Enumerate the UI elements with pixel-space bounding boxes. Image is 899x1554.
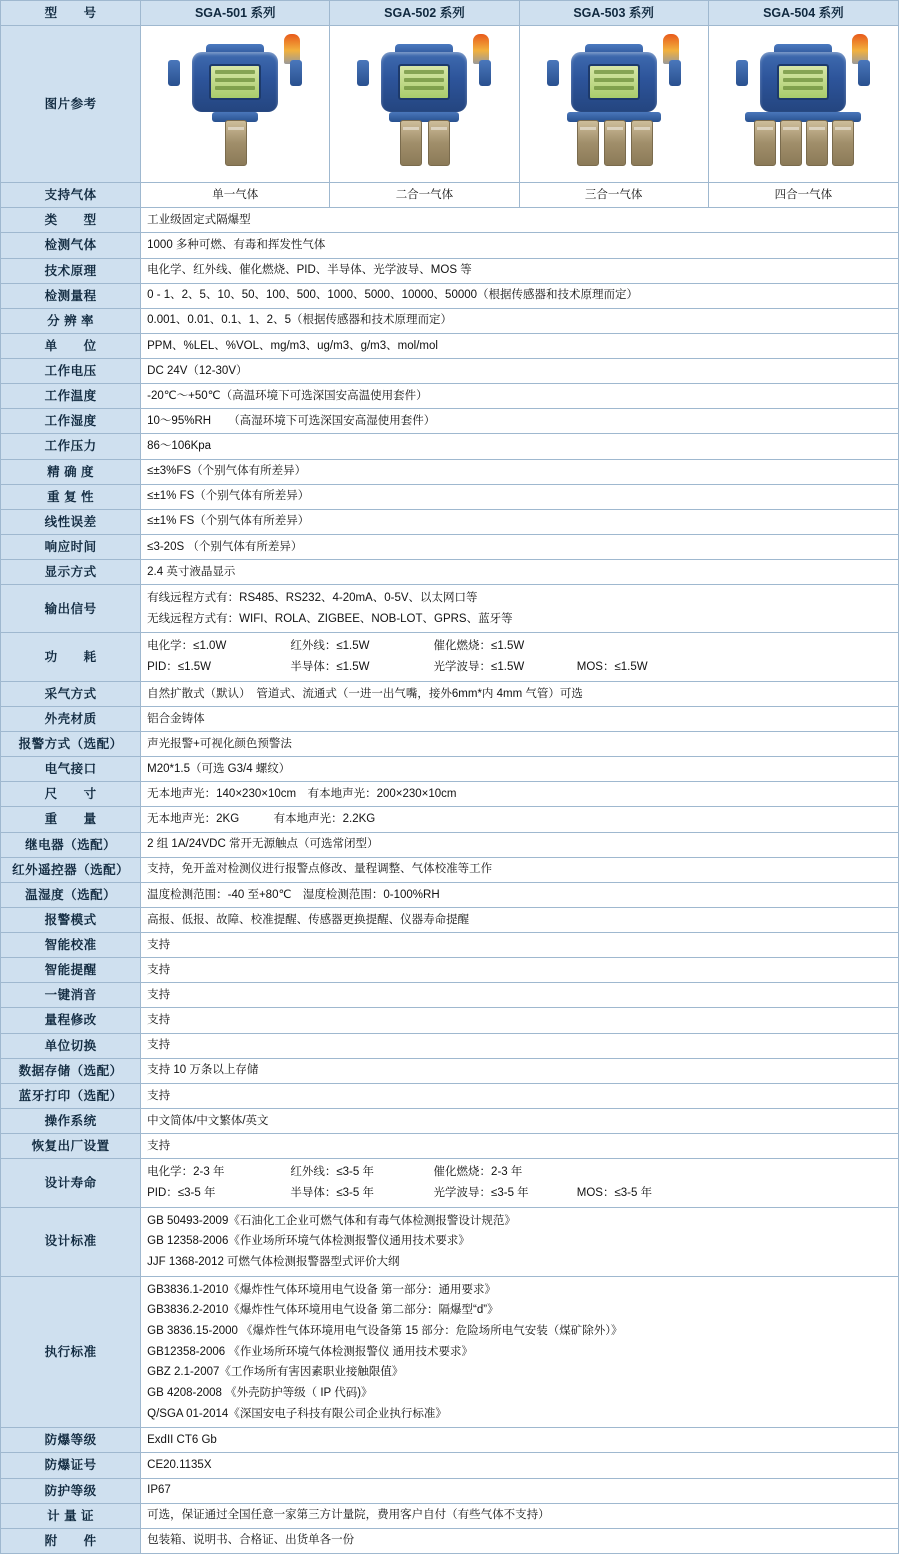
row-label-shell-material: 外壳材质 [1, 706, 141, 731]
table-row-voltage [1, 359, 899, 384]
row-label-temperature: 工作温度 [1, 384, 141, 409]
table-row-pressure [1, 434, 899, 459]
sensor-probe-icon [428, 120, 450, 166]
row-value-alarm-method: 声光报警+可视化颜色预警法 [141, 732, 899, 757]
sensor-probe-icon [604, 120, 626, 166]
sensor-probe-icon [225, 120, 247, 166]
row-value-unit-switch: 支持 [141, 1033, 899, 1058]
display-screen-icon [209, 64, 261, 100]
row-value-voltage: DC 24V（12-30V） [141, 359, 899, 384]
power-name-3: PID： [147, 661, 178, 674]
table-row-bluetooth-print [1, 1083, 899, 1108]
row-label-power: 功 耗 [1, 633, 141, 681]
row-value-data-storage: 支持 10 万条以上存储 [141, 1058, 899, 1083]
sensor-probe-icon [806, 120, 828, 166]
row-value-repeatability: ≤±1% FS（个别气体有所差异） [141, 484, 899, 509]
power-value-5: ≤1.5W [491, 661, 525, 674]
product-image-2 [330, 26, 519, 183]
display-screen-icon [398, 64, 450, 100]
execution-standard-line-6: Q/SGA 01-2014《深国安电子科技有限公司企业执行标准》 [147, 1407, 447, 1420]
row-label-range: 检测量程 [1, 283, 141, 308]
power-value-6: ≤1.5W [614, 661, 648, 674]
model-header-2: SGA-502 系列 [330, 1, 519, 26]
sensor-probe-icon [400, 120, 422, 166]
row-label-type: 类 型 [1, 208, 141, 233]
row-value-accessories: 包装箱、说明书、合格证、出货单各一份 [141, 1528, 899, 1553]
row-label-range-modify: 量程修改 [1, 1008, 141, 1033]
lifetime-value-2: 2-3 年 [491, 1166, 523, 1179]
table-row-type [1, 208, 899, 233]
supported-gas-3: 三合一气体 [519, 183, 708, 208]
device-illustration-1 [160, 30, 310, 178]
table-row-ir-remote [1, 857, 899, 882]
lifetime-name-2: 催化燃烧： [433, 1166, 492, 1179]
lifetime-value-6: ≤3-5 年 [614, 1186, 653, 1199]
row-label-smart-reminder: 智能提醒 [1, 958, 141, 983]
table-row-picture [1, 26, 899, 183]
table-row-power [1, 633, 899, 681]
row-value-humidity: 10～95%RH （高湿环境下可选深国安高湿使用套件） [141, 409, 899, 434]
row-label-metrology-certificate: 计 量 证 [1, 1503, 141, 1528]
row-label-bluetooth-print: 蓝牙打印（选配） [1, 1083, 141, 1108]
row-value-output-signal [141, 585, 899, 633]
row-value-type: 工业级固定式隔爆型 [141, 208, 899, 233]
execution-standard-line-5: GB 4208-2008 《外壳防护等级（ IP 代码)》 [147, 1386, 373, 1399]
table-row-os [1, 1108, 899, 1133]
supported-gas-4: 四合一气体 [708, 183, 898, 208]
lifetime-name-4: 半导体： [290, 1186, 337, 1199]
display-screen-icon [588, 64, 640, 100]
row-value-sampling: 自然扩散式（默认） 管道式、流通式（一进一出气嘴，接外6mm*内 4mm 气管）可选 [141, 681, 899, 706]
power-name-0: 电化学： [147, 640, 194, 653]
supported-gas-2: 二合一气体 [330, 183, 519, 208]
row-label-accessories: 附 件 [1, 1528, 141, 1553]
row-value-bluetooth-print: 支持 [141, 1083, 899, 1108]
table-row-accuracy [1, 459, 899, 484]
table-row-repeatability [1, 484, 899, 509]
table-row-data-storage [1, 1058, 899, 1083]
row-label-alarm-method: 报警方式（选配） [1, 732, 141, 757]
lifetime-name-3: PID： [147, 1186, 178, 1199]
row-value-linear-error: ≤±1% FS（个别气体有所差异） [141, 509, 899, 534]
table-row-electrical-interface [1, 757, 899, 782]
row-label-alarm-mode: 报警模式 [1, 907, 141, 932]
design-standard-line-2: JJF 1368-2012 可燃气体检测报警器型式评价大纲 [147, 1255, 400, 1268]
row-value-range-modify: 支持 [141, 1008, 899, 1033]
row-label-smart-calibration: 智能校准 [1, 933, 141, 958]
row-label-picture: 图片参考 [1, 26, 141, 183]
table-row-design-standard [1, 1207, 899, 1276]
lifetime-value-5: ≤3-5 年 [491, 1186, 529, 1199]
row-value-principle: 电化学、红外线、催化燃烧、PID、半导体、光学波导、MOS 等 [141, 258, 899, 283]
model-header-1: SGA-501 系列 [141, 1, 330, 26]
row-label-detect-gas: 检测气体 [1, 233, 141, 258]
table-row-resolution [1, 308, 899, 333]
power-name-1: 红外线： [290, 640, 337, 653]
lifetime-name-5: 光学波导： [433, 1186, 492, 1199]
execution-standard-line-3: GB12358-2006 《作业场所环境气体检测报警仪 通用技术要求》 [147, 1345, 474, 1358]
execution-standard-line-1: GB3836.2-2010《爆炸性气体环境用电气设备 第二部分：隔爆型“d”》 [147, 1304, 499, 1317]
table-row-execution-standard [1, 1276, 899, 1428]
table-row-output-signal [1, 585, 899, 633]
row-value-shell-material: 铝合金铸体 [141, 706, 899, 731]
row-value-unit: PPM、%LEL、%VOL、mg/m3、ug/m3、g/m3、mol/mol [141, 333, 899, 358]
row-value-smart-calibration: 支持 [141, 933, 899, 958]
lifetime-value-4: ≤3-5 年 [336, 1186, 374, 1199]
power-value-1: ≤1.5W [336, 640, 370, 653]
row-label-temp-humidity-option: 温湿度（选配） [1, 882, 141, 907]
lifetime-value-0: 2-3 年 [193, 1166, 225, 1179]
sensor-probe-icon [832, 120, 854, 166]
table-row-smart-calibration [1, 933, 899, 958]
execution-standard-line-0: GB3836.1-2010《爆炸性气体环境用电气设备 第一部分：通用要求》 [147, 1283, 497, 1296]
execution-standard-line-2: GB 3836.15-2000 《爆炸性气体环境用电气设备第 15 部分：危险场所电气安装（煤矿除外）》 [147, 1324, 623, 1337]
table-row-smart-reminder [1, 958, 899, 983]
table-row-ex-certificate [1, 1453, 899, 1478]
row-label-design-standard: 设计标准 [1, 1207, 141, 1276]
table-row-display [1, 560, 899, 585]
row-label-one-key-mute: 一键消音 [1, 983, 141, 1008]
table-row-size [1, 782, 899, 807]
row-label-ir-remote: 红外遥控器（选配） [1, 857, 141, 882]
sensor-probe-icon [780, 120, 802, 166]
row-label-principle: 技术原理 [1, 258, 141, 283]
row-value-accuracy: ≤±3%FS（个别气体有所差异） [141, 459, 899, 484]
row-value-display: 2.4 英寸液晶显示 [141, 560, 899, 585]
row-label-model: 型 号 [1, 1, 141, 26]
supported-gas-1: 单一气体 [141, 183, 330, 208]
table-row-principle [1, 258, 899, 283]
row-value-temp-humidity-option: 温度检测范围：-40 至+80℃ 湿度检测范围：0-100%RH [141, 882, 899, 907]
row-label-repeatability: 重 复 性 [1, 484, 141, 509]
row-value-alarm-mode: 高报、低报、故障、校准提醒、传感器更换提醒、仪器寿命提醒 [141, 907, 899, 932]
display-screen-icon [777, 64, 829, 100]
table-row-linear-error [1, 509, 899, 534]
row-value-ip-level: IP67 [141, 1478, 899, 1503]
row-label-relay: 继电器（选配） [1, 832, 141, 857]
row-value-temperature: -20℃～+50℃（高温环境下可选深国安高温使用套件） [141, 384, 899, 409]
table-row-unit [1, 333, 899, 358]
row-label-output-signal: 输出信号 [1, 585, 141, 633]
power-name-5: 光学波导： [433, 661, 492, 674]
row-label-ip-level: 防护等级 [1, 1478, 141, 1503]
product-image-3 [519, 26, 708, 183]
lifetime-name-6: MOS： [576, 1186, 615, 1199]
row-label-unit-switch: 单位切换 [1, 1033, 141, 1058]
table-row-ip-level [1, 1478, 899, 1503]
sensor-probe-icon [631, 120, 653, 166]
power-name-2: 催化燃烧： [433, 640, 492, 653]
row-label-voltage: 工作电压 [1, 359, 141, 384]
row-label-weight: 重 量 [1, 807, 141, 832]
row-value-factory-reset: 支持 [141, 1134, 899, 1159]
row-value-range: 0 - 1、2、5、10、50、100、500、1000、5000、10000、50000（根据传感器和技术原理而定） [141, 283, 899, 308]
row-value-ex-certificate: CE20.1135X [141, 1453, 899, 1478]
row-value-size: 无本地声光：140×230×10cm 有本地声光：200×230×10cm [141, 782, 899, 807]
row-label-accuracy: 精 确 度 [1, 459, 141, 484]
table-row-ex-level [1, 1428, 899, 1453]
table-row-temperature [1, 384, 899, 409]
row-value-electrical-interface: M20*1.5（可选 G3/4 螺纹） [141, 757, 899, 782]
table-row-model [1, 1, 899, 26]
product-image-4 [708, 26, 898, 183]
lifetime-name-0: 电化学： [147, 1166, 194, 1179]
table-row-humidity [1, 409, 899, 434]
row-label-linear-error: 线性误差 [1, 509, 141, 534]
product-image-1 [141, 26, 330, 183]
row-label-electrical-interface: 电气接口 [1, 757, 141, 782]
row-label-os: 操作系统 [1, 1108, 141, 1133]
design-standard-line-1: GB 12358-2006《作业场所环境气体检测报警仪通用技术要求》 [147, 1235, 470, 1248]
table-row-factory-reset [1, 1134, 899, 1159]
power-value-0: ≤1.0W [193, 640, 227, 653]
row-value-lifetime [141, 1159, 899, 1207]
row-value-ir-remote: 支持，免开盖对检测仪进行报警点修改、量程调整、气体校准等工作 [141, 857, 899, 882]
row-value-resolution: 0.001、0.01、0.1、1、2、5（根据传感器和技术原理而定） [141, 308, 899, 333]
output-signal-wired: 有线远程方式有：RS485、RS232、4-20mA、0-5V、以太网口等 [147, 592, 478, 605]
table-row-lifetime [1, 1159, 899, 1207]
power-value-2: ≤1.5W [491, 640, 525, 653]
row-label-ex-certificate: 防爆证号 [1, 1453, 141, 1478]
row-value-pressure: 86～106Kpa [141, 434, 899, 459]
row-label-lifetime: 设计寿命 [1, 1159, 141, 1207]
device-illustration-2 [349, 30, 499, 178]
table-row-relay [1, 832, 899, 857]
table-row-detect-gas [1, 233, 899, 258]
row-label-execution-standard: 执行标准 [1, 1276, 141, 1428]
row-value-one-key-mute: 支持 [141, 983, 899, 1008]
output-signal-wireless: 无线远程方式有：WIFI、ROLA、ZIGBEE、NOB-LOT、GPRS、蓝牙等 [147, 612, 513, 625]
table-row-unit-switch [1, 1033, 899, 1058]
row-value-relay: 2 组 1A/24VDC 常开无源触点（可选常闭型） [141, 832, 899, 857]
row-label-ex-level: 防爆等级 [1, 1428, 141, 1453]
row-label-size: 尺 寸 [1, 782, 141, 807]
table-row-range [1, 283, 899, 308]
power-value-4: ≤1.5W [336, 661, 370, 674]
row-value-response-time: ≤3-20S （个别气体有所差异） [141, 534, 899, 559]
row-label-resolution: 分 辨 率 [1, 308, 141, 333]
table-row-alarm-method [1, 732, 899, 757]
row-value-os: 中文简体/中文繁体/英文 [141, 1108, 899, 1133]
row-label-data-storage: 数据存储（选配） [1, 1058, 141, 1083]
table-row-sampling [1, 681, 899, 706]
lifetime-name-1: 红外线： [290, 1166, 337, 1179]
power-value-3: ≤1.5W [177, 661, 211, 674]
power-name-6: MOS： [576, 661, 615, 674]
row-label-unit: 单 位 [1, 333, 141, 358]
row-value-ex-level: ExdII CT6 Gb [141, 1428, 899, 1453]
row-label-humidity: 工作湿度 [1, 409, 141, 434]
table-row-supported-gas [1, 183, 899, 208]
row-label-response-time: 响应时间 [1, 534, 141, 559]
model-header-4: SGA-504 系列 [708, 1, 898, 26]
row-value-weight: 无本地声光：2KG 有本地声光：2.2KG [141, 807, 899, 832]
table-row-accessories [1, 1528, 899, 1553]
lifetime-value-1: ≤3-5 年 [336, 1166, 374, 1179]
power-name-4: 半导体： [290, 661, 337, 674]
lifetime-value-3: ≤3-5 年 [177, 1186, 216, 1199]
model-header-3: SGA-503 系列 [519, 1, 708, 26]
table-row-weight [1, 807, 899, 832]
table-row-response-time [1, 534, 899, 559]
device-illustration-4 [728, 30, 878, 178]
sensor-probe-icon [577, 120, 599, 166]
sensor-probe-icon [754, 120, 776, 166]
table-row-alarm-mode [1, 907, 899, 932]
row-label-factory-reset: 恢复出厂设置 [1, 1134, 141, 1159]
table-row-temp-humidity-option [1, 882, 899, 907]
row-value-power [141, 633, 899, 681]
row-label-display: 显示方式 [1, 560, 141, 585]
row-value-smart-reminder: 支持 [141, 958, 899, 983]
execution-standard-line-4: GBZ 2.1-2007《工作场所有害因素职业接触限值》 [147, 1366, 404, 1379]
design-standard-line-0: GB 50493-2009《石油化工企业可燃气体和有毒气体检测报警设计规范》 [147, 1214, 516, 1227]
table-row-metrology-certificate [1, 1503, 899, 1528]
row-value-design-standard [141, 1207, 899, 1276]
table-row-one-key-mute [1, 983, 899, 1008]
row-value-metrology-certificate: 可选，保证通过全国任意一家第三方计量院，费用客户自付（有些气体不支持） [141, 1503, 899, 1528]
row-label-pressure: 工作压力 [1, 434, 141, 459]
row-label-supported-gas: 支持气体 [1, 183, 141, 208]
row-value-execution-standard [141, 1276, 899, 1428]
table-row-shell-material [1, 706, 899, 731]
device-illustration-3 [539, 30, 689, 178]
row-value-detect-gas: 1000 多种可燃、有毒和挥发性气体 [141, 233, 899, 258]
table-row-range-modify [1, 1008, 899, 1033]
row-label-sampling: 采气方式 [1, 681, 141, 706]
